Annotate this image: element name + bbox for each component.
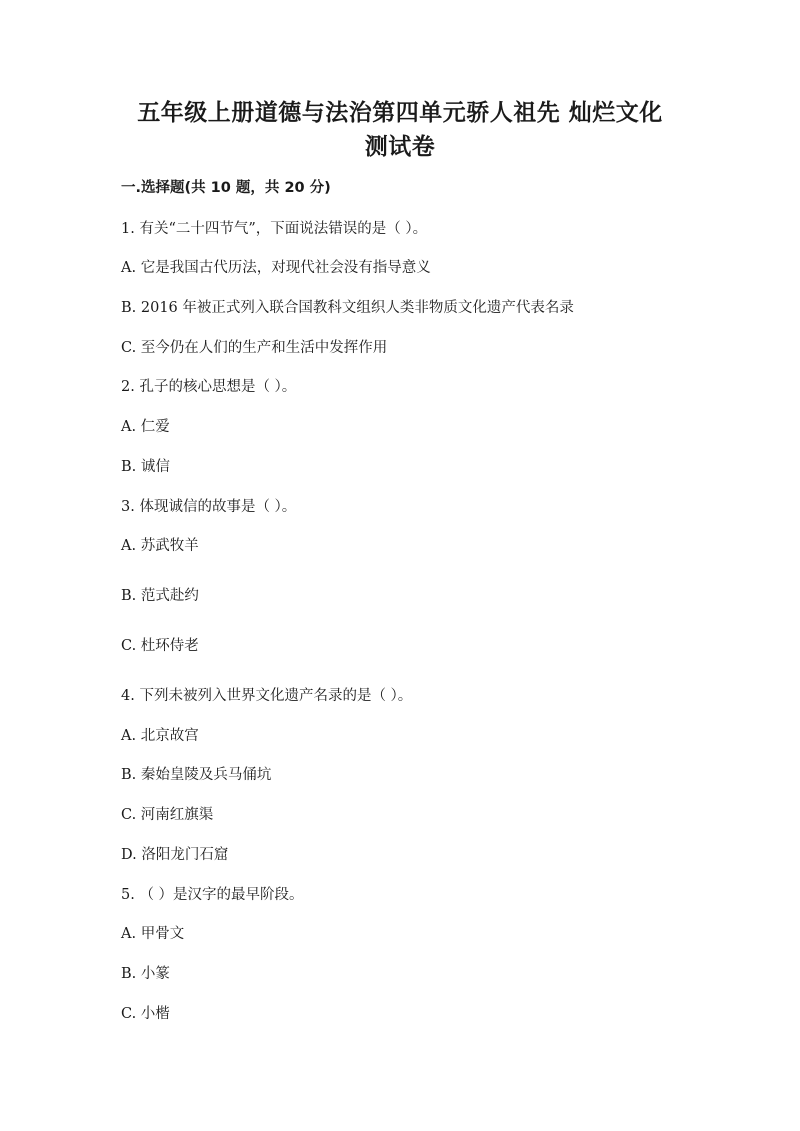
answer-option: C. 小楷: [121, 1006, 170, 1022]
answer-option: B. 诚信: [121, 459, 170, 475]
answer-option: A. 苏武牧羊: [121, 538, 199, 554]
page-title-continued: 测试卷: [364, 134, 436, 160]
answer-option: C. 河南红旗渠: [121, 807, 214, 823]
question-stem: 4. 下列未被列入世界文化遗产名录的是（ ）。: [121, 688, 413, 704]
answer-option: A. 它是我国古代历法，对现代社会没有指导意义: [121, 260, 431, 276]
question-stem: 1. 有关“二十四节气”，下面说法错误的是（ ）。: [121, 221, 428, 237]
answer-option: C. 杜环侍老: [121, 638, 199, 654]
answer-option: B. 小篆: [121, 966, 170, 982]
question-stem: 2. 孔子的核心思想是（ ）。: [121, 379, 297, 395]
section-heading: 一.选择题(共 10 题，共 20 分): [121, 180, 331, 196]
answer-option: A. 仁爱: [121, 419, 170, 435]
answer-option: A. 北京故宫: [121, 728, 199, 744]
answer-option: A. 甲骨文: [121, 926, 185, 942]
question-stem: 3. 体现诚信的故事是（ ）。: [121, 499, 297, 515]
question-stem: 5. （ ）是汉字的最早阶段。: [121, 887, 304, 903]
answer-option: B. 2016 年被正式列入联合国教科文组织人类非物质文化遗产代表名录: [121, 300, 574, 316]
page-title: 五年级上册道德与法治第四单元骄人祖先 灿烂文化: [137, 100, 663, 126]
answer-option: C. 至今仍在人们的生产和生活中发挥作用: [121, 340, 388, 356]
answer-option: B. 秦始皇陵及兵马俑坑: [121, 767, 272, 783]
answer-option: B. 范式赴约: [121, 588, 199, 604]
answer-option: D. 洛阳龙门石窟: [121, 847, 229, 863]
